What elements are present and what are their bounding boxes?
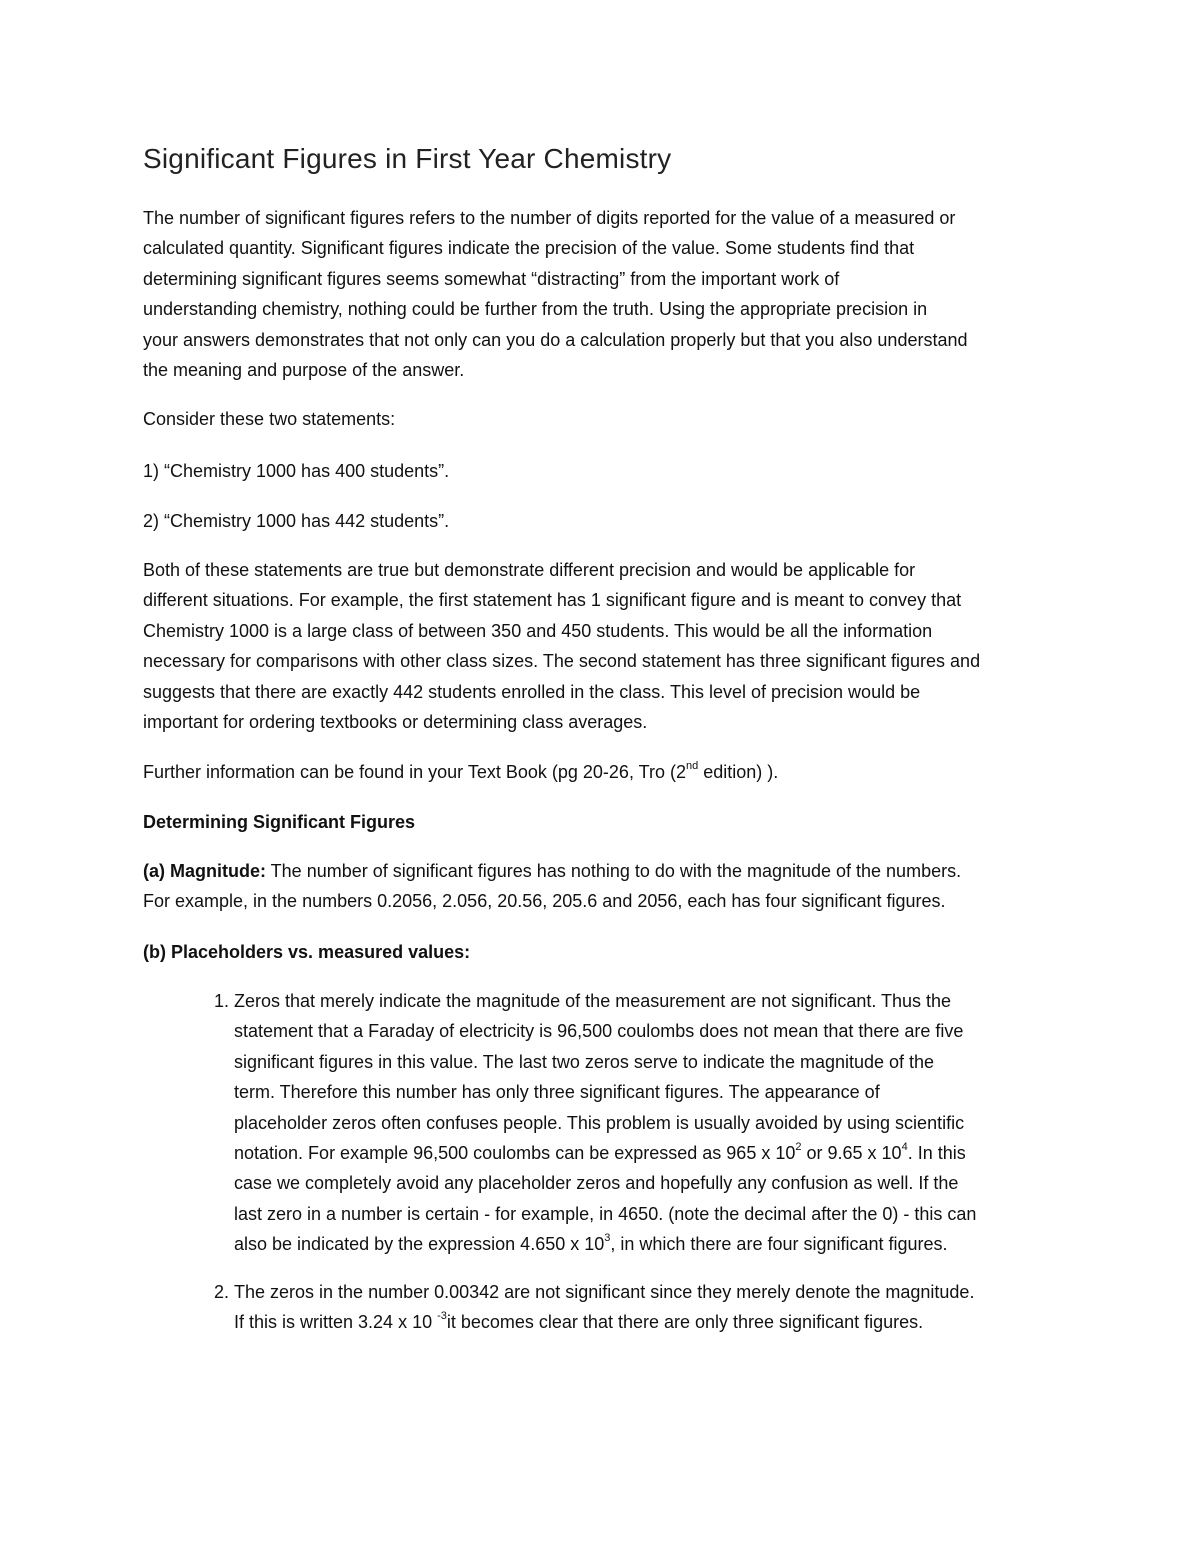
exponent: 4 bbox=[901, 1140, 908, 1153]
item-text: term. Therefore this number has only three significant figures. The appearance of bbox=[234, 1082, 880, 1103]
item-text: significant figures in this value. The last two zeros serve to indicate the magnitude of the bbox=[234, 1051, 935, 1072]
item-text: or 9.65 x 10 bbox=[801, 1142, 902, 1163]
item-text: last zero in a number is certain - for example, in 4650. (note the decimal after the 0) - this can bbox=[234, 1203, 977, 1224]
intro-line: the meaning and purpose of the answer. bbox=[143, 359, 465, 380]
intro-line: calculated quantity. Significant figures indicate the precision of the value. Some students find that bbox=[143, 238, 915, 259]
both-line: Both of these statements are true but demonstrate different precision and would be applicable for bbox=[143, 560, 916, 580]
both-paragraph bbox=[143, 555, 1068, 737]
magnitude-text: The number of significant figures has nothing to do with the magnitude of the numbers. bbox=[266, 861, 962, 881]
item-text: placeholder zeros often confuses people. This problem is usually avoided by using scientific bbox=[234, 1112, 965, 1133]
both-line: necessary for comparisons with other class sizes. The second statement has three significant figures and bbox=[143, 651, 981, 672]
magnitude-label: (a) Magnitude: bbox=[143, 861, 266, 881]
exponent: 3 bbox=[604, 1232, 611, 1245]
magnitude-paragraph bbox=[143, 856, 1068, 917]
exponent: -3 bbox=[437, 1310, 447, 1323]
item-text: , in which there are four significant figures. bbox=[610, 1234, 948, 1255]
further-text: Further information can be found in your Text Book (pg 20-26, Tro (2 bbox=[143, 762, 686, 782]
page-title: Significant Figures in First Year Chemistry bbox=[143, 143, 672, 174]
list-item bbox=[214, 1277, 1074, 1338]
magnitude-line: For example, in the numbers 0.2056, 2.056, 20.56, 205.6 and 2056, each has four significant figures. bbox=[143, 891, 946, 912]
statement-one: 1) “Chemistry 1000 has 400 students”. bbox=[143, 461, 450, 481]
consider-text: Consider these two statements: bbox=[143, 409, 396, 429]
both-line: suggests that there are exactly 442 students enrolled in the class. This level of precision would be bbox=[143, 681, 921, 702]
item-text: also be indicated by the expression 4.650 x 10 bbox=[234, 1234, 605, 1255]
item-text: notation. For example 96,500 coulombs can be expressed as 965 x 10 bbox=[234, 1142, 796, 1163]
intro-paragraph bbox=[143, 203, 1068, 385]
edition-superscript: nd bbox=[685, 760, 699, 772]
item-text: . In this bbox=[907, 1142, 966, 1163]
list-item bbox=[214, 986, 1074, 1260]
item-text: it becomes clear that there are only three significant figures. bbox=[446, 1312, 924, 1333]
intro-line: The number of significant figures refers to the number of digits reported for the value of a measured or bbox=[143, 208, 956, 228]
section-heading: Determining Significant Figures bbox=[143, 812, 416, 832]
list-number: 1. bbox=[214, 991, 230, 1011]
item-text: statement that a Faraday of electricity is 96,500 coulombs does not mean that there are five bbox=[234, 1021, 964, 1042]
item-text: case we completely avoid any placeholder zeros and hopefully any confusion as well. If the bbox=[234, 1173, 959, 1194]
item-text: The zeros in the number 0.00342 are not significant since they merely denote the magnitude. bbox=[234, 1282, 975, 1302]
both-line: Chemistry 1000 is a large class of between 350 and 450 students. This would be all the information bbox=[143, 620, 933, 641]
statement-two: 2) “Chemistry 1000 has 442 students”. bbox=[143, 511, 450, 531]
magnitude-line bbox=[143, 856, 1068, 886]
further-text-end: edition) ). bbox=[698, 762, 779, 782]
placeholders-heading: (b) Placeholders vs. measured values: bbox=[143, 942, 471, 962]
list-number: 2. bbox=[214, 1282, 230, 1302]
exponent: 2 bbox=[795, 1140, 802, 1153]
item-text: Zeros that merely indicate the magnitude of the measurement are not significant. Thus the bbox=[234, 991, 952, 1011]
intro-line: understanding chemistry, nothing could be further from the truth. Using the appropriate precision in bbox=[143, 299, 928, 320]
both-line: important for ordering textbooks or determining class averages. bbox=[143, 711, 648, 732]
intro-line: your answers demonstrates that not only can you do a calculation properly but that you also understand bbox=[143, 329, 968, 350]
both-line: different situations. For example, the first statement has 1 significant figure and is meant to convey that bbox=[143, 590, 962, 611]
item-text: If this is written 3.24 x 10 bbox=[234, 1312, 438, 1333]
further-info bbox=[143, 757, 1068, 787]
intro-line: determining significant figures seems somewhat “distracting” from the important work of bbox=[143, 268, 840, 289]
